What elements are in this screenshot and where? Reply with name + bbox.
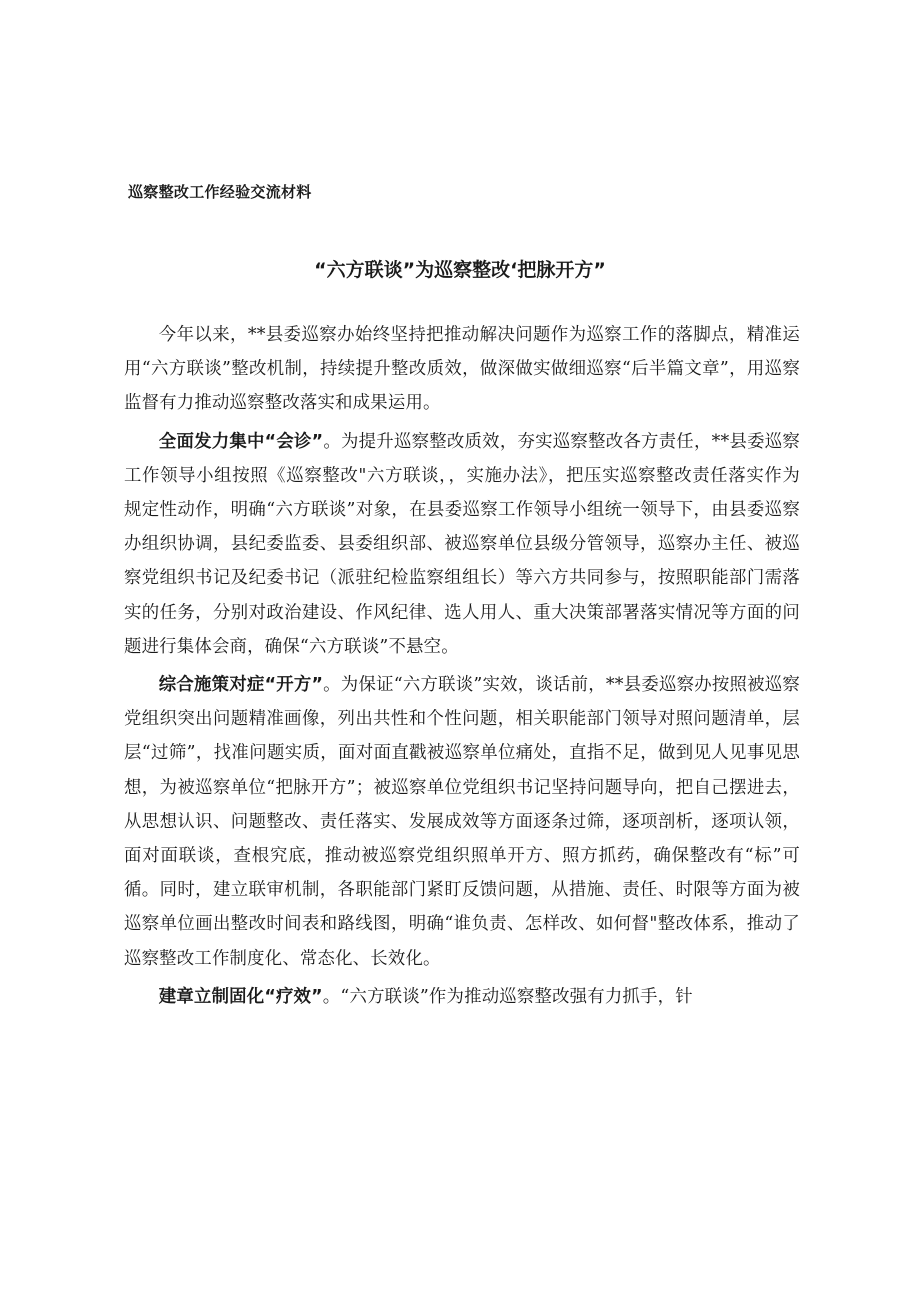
paragraph-heading: 建章立制固化“疗效” [158,986,323,1007]
paragraph-heading: 综合施策对症“开方” [158,675,324,696]
paragraph-consultation [124,425,800,664]
paragraph-text: 今年以来，**县委巡察办始终坚持把推动解决问题作为巡察工作的落脚点，精准运用“六方联谈”整改机制，持续提升整改质效，做深做实做细巡察“后半篇文章”，用巡察监督有力推动巡察整改落实和成果运用。 [124,325,800,414]
paragraph-text: 。为提升巡察整改质效，夯实巡察整改各方责任，**县委巡察工作领导小组按照《巡察整改"六方联谈，，实施办法》，把压实巡察整改责任落实作为规定性动作，明确“六方联谈”对象，在县委巡察工作领导小组统一领导下，由县委巡察办组织协调，县纪委监委、县委组织部、被巡察单位县级分管领导，巡察办主任、被巡察党组织书记及纪委书记（派驻纪检监察组组长）等六方共同参与，按照职能部门需落实的任务，分别对政治建设、作风纪律、选人用人、重大决策部署落实情况等方面的问题进行集体会商，确保“六方联谈”不悬空。 [124,431,800,657]
paragraph-heading: 全面发力集中“会诊” [158,431,324,452]
paragraph-text: 。为保证“六方联谈”实效，谈话前，**县委巡察办按照被巡察党组织突出问题精准画像，列出共性和个性问题，相关职能部门领导对照问题清单，层层“过筛”，找准问题实质，面对面直戳被巡察单位痛处，直指不足，做到见人见事见思想，为被巡察单位“把脉开方”；被巡察单位党组织书记坚持问题导向，把自己摆进去，从思想认识、问题整改、责任落实、发展成效等方面逐条过筛，逐项剖析，逐项认领，面对面联谈，查根究底，推动被巡察党组织照单开方、照方抓药，确保整改有“标”可循。同时，建立联审机制，各职能部门紧盯反馈问题，从措施、责任、时限等方面为被巡察单位画出整改时间表和路线图，明确“谁负责、怎样改、如何督"整改体系，推动了巡察整改工作制度化、常态化、长效化。 [124,675,800,969]
paragraph-intro [124,318,800,421]
document-label: 巡察整改工作经验交流材料 [128,183,312,201]
document-body [124,318,800,1018]
paragraph-prescription [124,668,800,976]
paragraph-text: 。“六方联谈”作为推动巡察整改强有力抓手，针 [322,986,693,1007]
paragraph-institutionalize [124,980,800,1014]
document-title: “六方联谈”为巡察整改‘把脉开方” [314,259,606,281]
